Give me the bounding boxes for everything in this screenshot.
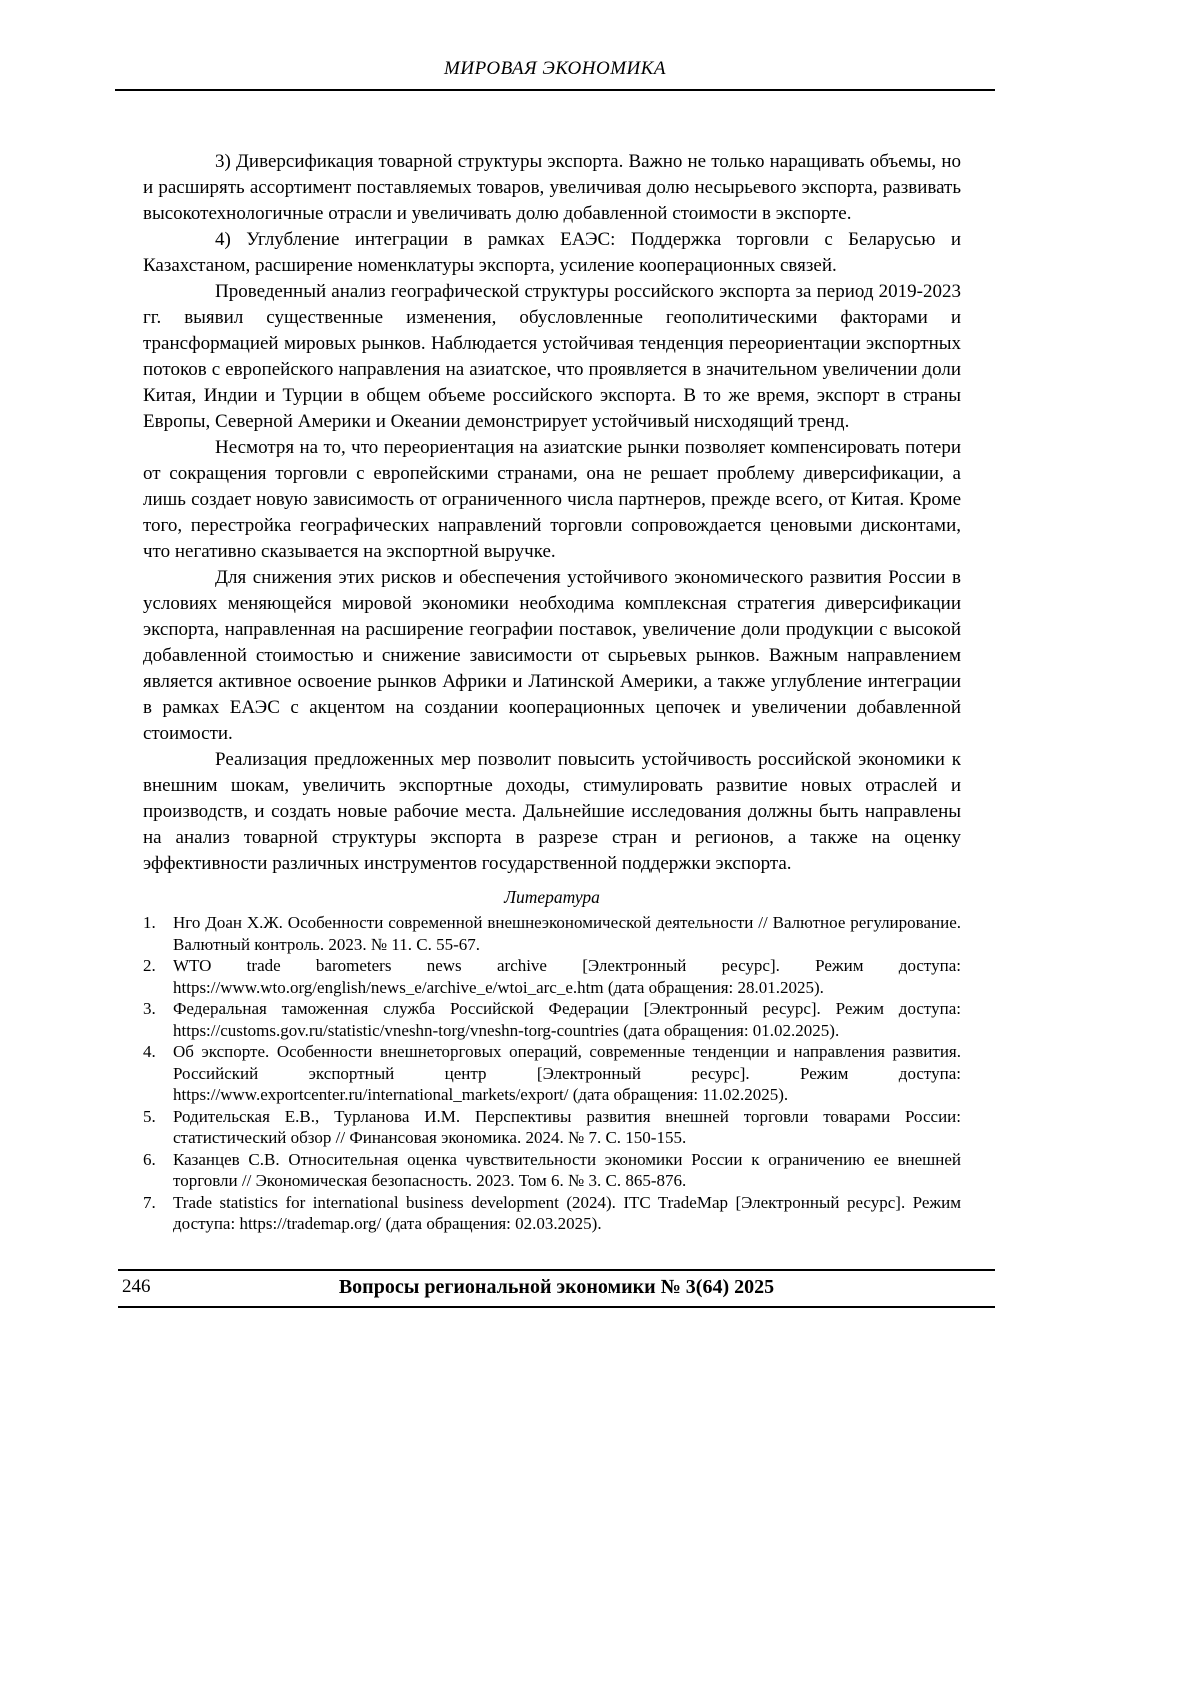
reference-item [143,912,961,955]
reference-text: Казанцев С.В. Относительная оценка чувствительности экономики России к ограничению ее внешней торговли // Экономическая безопасность. 2023. Том 6. № 3. С. 865-876. [173,1149,961,1190]
reference-text: WTO trade barometers news archive [Электронный ресурс]. Режим доступа: https://www.wto.org/english/news_e/archive_e/wtoi_arc_e.htm (дата обращения: 28.01.2025). [173,956,961,997]
reference-text: Trade statistics for international business development (2024). ITC TradeMap [Электронный ресурс]. Режим доступа: https://trademap.org/ (дата обращения: 02.03.2025). [173,1192,961,1233]
reference-number: 3. [143,999,156,1018]
reference-item [143,1149,961,1192]
reference-item [143,1041,961,1106]
reference-number: 7. [143,1192,156,1212]
reference-number: 4. [143,1042,156,1061]
paragraph: Проведенный анализ географической структуры российского экспорта за период 2019-2023 гг. выявил существенные изменения, обусловленные геополитическими факторами и трансформацией мировых рынков. Наблюдается устойчивая тенденция переориентации экспортных потоков с европейского направления на азиатское, что проявляется в значительном увеличении доли Китая, Индии и Турции в общем объеме российского экспорта. В то же время, экспорт в страны Европы, Северной Америки и Океании демонстрирует устойчивый нисходящий тренд. [143,281,961,432]
paragraph: Для снижения этих рисков и обеспечения устойчивого экономического развития России в условиях меняющейся мировой экономики необходима комплексная стратегия диверсификации экспорта, направленная на расширение географии поставок, увеличение доли продукции с высокой добавленной стоимостью и снижение зависимости от сырьевых рынков. Важным направлением является активное освоение рынков Африки и Латинской Америки, а также углубление интеграции в рамках ЕАЭС с акцентом на создании кооперационных цепочек и увеличении добавленной стоимости. [143,567,961,744]
page-number: 246 [122,1275,151,1297]
page-header [115,0,995,91]
reference-number: 5. [143,1106,156,1126]
journal-title: Вопросы региональной экономики № 3(64) 2025 [338,1275,775,1298]
reference-text: Нго Доан Х.Ж. Особенности современной внешнеэкономической деятельности // Валютное регулирование. Валютный контроль. 2023. № 11. С. 55-67. [173,913,961,954]
reference-item [143,955,961,998]
paragraph: Несмотря на то, что переориентация на азиатские рынки позволяет компенсировать потери от сокращения торговли с европейскими странами, она не решает проблему диверсификации, а лишь создает новую зависимость от ограниченного числа партнеров, прежде всего, от Китая. Кроме того, перестройка географических направлений торговли сопровождается ценовыми дисконтами, что негативно сказывается на экспортной выручке. [143,437,961,562]
reference-text: Об экспорте. Особенности внешнеторговых операций, современные тенденции и направления развития. Российский экспортный центр [Электронный ресурс]. Режим доступа: https://www.exportcenter.ru/international_markets/export/ (дата обращения: 11.02.2025). [173,1042,961,1104]
article-body [143,149,961,1235]
reference-item [143,1192,961,1235]
paragraph: Реализация предложенных мер позволит повысить устойчивость российской экономики к внешним шокам, увеличить экспортные доходы, стимулировать развитие новых отраслей и производств, и создать новые рабочие места. Дальнейшие исследования должны быть направлены на анализ товарной структуры экспорта в разрезе стран и регионов, а также на оценку эффективности различных инструментов государственной поддержки экспорта. [143,749,961,874]
reference-number: 2. [143,956,156,975]
header-rule [115,89,995,91]
running-head: МИРОВАЯ ЭКОНОМИКА [444,58,666,79]
references-title: Литература [504,887,600,907]
reference-text: Федеральная таможенная служба Российской Федерации [Электронный ресурс]. Режим доступа: https://customs.gov.ru/statistic/vneshn-torg/vneshn-torg-countries (дата обращения: 01.02.2025). [173,999,961,1040]
reference-number: 6. [143,1149,156,1169]
paragraph: 4) Углубление интеграции в рамках ЕАЭС: Поддержка торговли с Беларусью и Казахстаном, расширение номенклатуры экспорта, усиление кооперационных связей. [143,229,961,276]
reference-list [143,912,961,1235]
reference-text: Родительская Е.В., Турланова И.М. Перспективы развития внешней торговли товарами России: статистический обзор // Финансовая экономика. 2024. № 7. С. 150-155. [173,1106,961,1147]
paragraph: 3) Диверсификация товарной структуры экспорта. Важно не только наращивать объемы, но и расширять ассортимент поставляемых товаров, увеличивая долю несырьевого экспорта, развивать высокотехнологичные отрасли и увеличивать долю добавленной стоимости в экспорте. [143,151,961,224]
page-footer [118,1269,995,1308]
reference-item [143,1106,961,1149]
reference-item [143,998,961,1041]
reference-number: 1. [143,913,156,932]
